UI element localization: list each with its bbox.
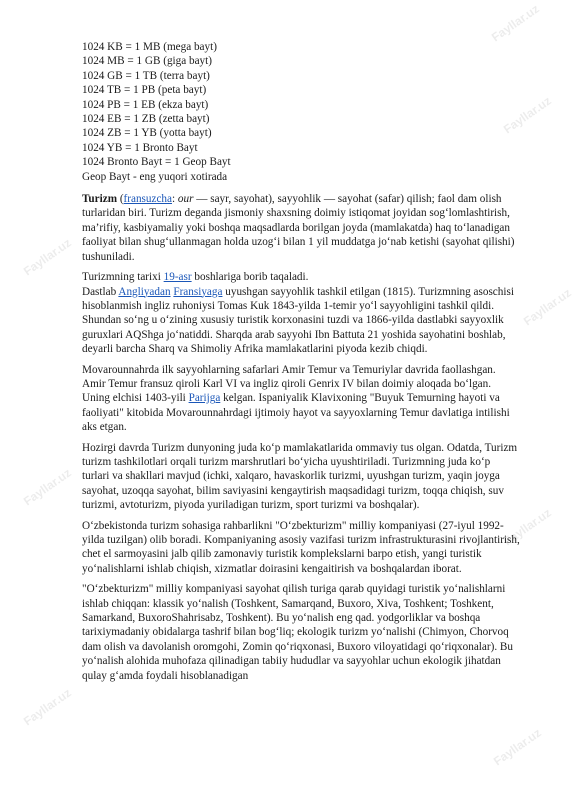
- watermark: Fayllar.uz: [520, 285, 574, 329]
- paragraph-origins: [82, 285, 520, 357]
- etymology-word: our: [177, 193, 194, 206]
- paragraph-routes: "O‘zbekturizm" milliy kompaniyasi sayohat qilish turiga qarab quyidagi turistik yo‘nalishlarni ishlab chiqqan: klassik yo‘nalish (Toshkent, Samarqand, Buxoro, Xiva, Toshkent; Toshkent, Samarkand, BuxoroShahrisabz, Toshkent). Bu yo‘nalish eng qad. yodgorliklar va boshqa tarixiymadaniy obidalarga tashrif bilan bog‘liq; ekologik turizm yo‘nalishi (Chimyon, Chorvoq dam olish va davolanish oromgohi, Zomin qo‘riqxonasi, Buxoro viloyatidagi qo‘riqxonalar). Bu yo‘nalish alohida muhofaza qilinadigan tabiiy hududlar va sayyohlar uchun ekologik jihatdan qulay g‘amda foydali hisoblanadigan: [82, 583, 513, 682]
- document-page: [82, 40, 520, 683]
- link-fransuzcha[interactable]: fransuzcha: [123, 193, 172, 206]
- history-text: Turizmning tarixi: [82, 271, 164, 284]
- unit-line: 1024 ZB = 1 YB (yotta bayt): [82, 127, 212, 140]
- unit-line: 1024 YB = 1 Bronto Bayt: [82, 141, 198, 154]
- link-19-asr[interactable]: 19-asr: [163, 271, 192, 284]
- link-angliyadan[interactable]: Angliyadan: [118, 285, 171, 298]
- history-text-end: boshlariga borib taqaladi.: [191, 271, 309, 284]
- unit-line: 1024 EB = 1 ZB (zetta bayt): [82, 113, 210, 126]
- origins-text-rest: uyushgan sayyohlik tashkil etilgan (1815). Turizmning asoschisi hisoblanmish ingliz ruhoniysi Tomas Kuk 1843-yilda 1-temir yo‘l sayyohligini tashkil qildi. Shundan so‘ng u o‘zining xususiy turistik korxonasini tuzdi va 1866-yilda dastlabki sayyoxlik guruxlari AQShga jo‘natiddi. Sharqda arab sayyohi Ibn Battuta 21 yoshida sayohatini boshlab, deyarli barcha Sharq va Shimoliy Afrika mamlakatlarini piyoda kezib chiqdi.: [82, 285, 514, 356]
- watermark: Fayllar.uz: [20, 685, 74, 729]
- watermark: Fayllar.uz: [488, 1, 542, 45]
- unit-line: Geop Bayt - eng yuqori xotirada: [82, 170, 228, 183]
- unit-line: 1024 GB = 1 TB (terra bayt): [82, 69, 210, 82]
- unit-line: 1024 TB = 1 PB (peta bayt): [82, 84, 207, 97]
- memory-units-list: [82, 40, 520, 184]
- watermark: Fayllar.uz: [490, 725, 544, 769]
- paragraph-movarounnahr: [82, 363, 520, 435]
- unit-line: 1024 Bronto Bayt = 1 Geop Bayt: [82, 156, 231, 169]
- definition-text: — sayr, sayohat), sayyohlik — sayohat (safar) qilish; faol dam olish turlaridan biri. Turizm deganda jismoniy shaxsning doimiy istiqomat joyidan sog‘lomlashtirish, ma’rifiy, kasbiyamaliy yoki boshqa maqsadlarda borilgan joyda (mamlakatda) haq to‘lanadigan faoliyat bilan shug‘ullanmagan holda uzog‘i bilan 1 yil muddatga jo‘nab ketishi (sayohat qilishi) tushuniladi.: [82, 193, 515, 263]
- paragraph-uzbekistan: O‘zbekistonda turizm sohasiga rahbarlikni "O‘zbekturizm" milliy kompaniyasi (27-iyul 1992-yilda tuzilgan) olib boradi. Kompaniyaning asosiy vazifasi turizm infrastrukturasini rivojlantirish, chet el sarmoyasini jalb qilib zamonaviy turistik komplekslarni barpo etish, yangi turistik yo‘nalishlarni ishlab chiqish, xizmatlar doirasini kengaitirish va boshqalardan iborat.: [82, 519, 520, 575]
- paragraph-modern: Hozirgi davrda Turizm dunyoning juda ko‘p mamlakatlarida ommaviy tus olgan. Odatda, Turizm turizm tashkilotlari orqali turizm marshrutlari bo‘yicha uyushtiriladi. Turizmning juda ko‘p turlari va shakllari mavjud (ichki, xalqaro, havaskorlik turizmi, uyushgan turizm, yaqin joyga sayohat, uzoqqa sayohat, bilim saviyasini kengaytirish maqsadidagi turizm, toqqa chiqish, suv turizmi, avtoturizm, piyoda yuriladigan turizm, sport turizmi va boshqalar).: [82, 441, 518, 512]
- movarounnahr-text-end: kelgan. Ispaniyalik Klavixoning "Buyuk Temurning hayoti va faoliyati" kitobida Movarounnahrdagi ijtimoiy hayot va sayyoxlarning Temur davlatiga intilishi aks etgan.: [82, 392, 510, 434]
- paragraph-history: [82, 270, 520, 284]
- watermark: Fayllar.uz: [500, 505, 554, 549]
- term-turizm: Turizm: [82, 193, 118, 206]
- watermark: Fayllar.uz: [500, 93, 554, 137]
- unit-line: 1024 MB = 1 GB (giga bayt): [82, 55, 212, 68]
- watermark: Fayllar.uz: [20, 235, 74, 279]
- unit-line: 1024 PB = 1 EB (ekza bayt): [82, 98, 209, 111]
- watermark: Fayllar.uz: [20, 465, 74, 509]
- paragraph-definition: Turizm (fransuzcha: our — sayr, sayohat), sayyohlik — sayohat (safar) qilish; faol dam olish turlaridan biri. Turizm deganda jismoniy shaxsning doimiy istiqomat joyidan sog‘lomlashtirish, ma’rifiy, kasbiyamaliy yoki boshqa maqsadlarda borilgan joyda (mamlakatda) haq to‘lanadigan faoliyat bilan shug‘ullanmagan holda uzog‘i bilan 1 yil muddatga jo‘nab ketishi (sayohat qilishi) tushuniladi.: [82, 193, 515, 263]
- origins-text: Dastlab: [82, 285, 119, 298]
- link-fransiyaga[interactable]: Fransiyaga: [173, 285, 223, 298]
- unit-line: 1024 KB = 1 MB (mega bayt): [82, 41, 217, 53]
- link-parijga[interactable]: Parijga: [188, 392, 221, 405]
- movarounnahr-text: Movarounnahrda ilk sayyohlarning safarlari Amir Temur va Temuriylar davrida faollashgan. Amir Temur fransuz qiroli Karl VI va ingliz qiroli Genrix IV bilan doimiy aloqada bo‘lgan. Uning elchisi 1403-yili: [82, 363, 496, 405]
